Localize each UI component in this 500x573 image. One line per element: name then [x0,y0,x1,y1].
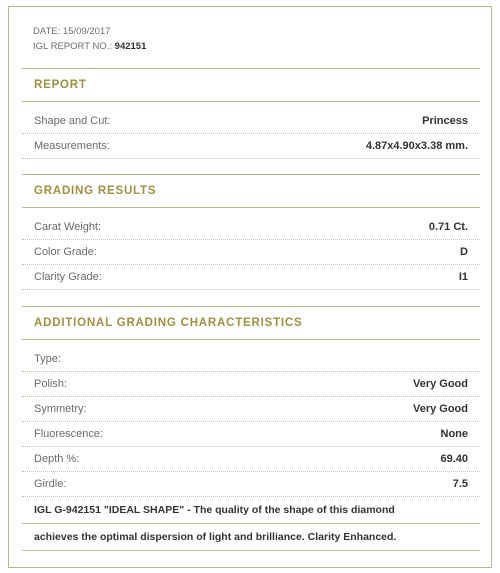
row-depth [22,447,480,472]
row-label: Carat Weight: [34,221,102,233]
row-value: D [460,246,468,258]
note-line-1 [22,497,480,524]
report-date: DATE: 15/09/2017 [33,26,111,37]
row-type [22,347,480,372]
row-measurements [22,134,480,159]
row-value: 7.5 [452,478,468,490]
row-value: Princess [422,115,468,127]
report-number-line [33,39,146,54]
row-label: Fluorescence: [34,428,104,440]
row-fluorescence [22,422,480,447]
row-label: Symmetry: [34,403,87,415]
report-number-label: IGL REPORT NO.: [33,41,115,52]
note-text: IGL G-942151 "IDEAL SHAPE" - The quality of the shape of this diamond [34,504,395,516]
row-symmetry [22,397,480,422]
report-card [8,6,492,568]
report-meta [33,24,146,54]
row-girdle [22,472,480,497]
section-title: ADDITIONAL GRADING CHARACTERISTICS [34,317,303,329]
section-additional-header [22,306,480,340]
row-label: Type: [34,353,61,365]
row-label: Girdle: [34,478,67,490]
report-number: 942151 [114,41,147,52]
row-label: Clarity Grade: [34,271,102,283]
row-label: Color Grade: [34,246,97,258]
row-clarity-grade [22,265,480,290]
row-label: Measurements: [34,140,110,152]
section-title: GRADING RESULTS [34,185,157,197]
row-value: Very Good [412,378,468,390]
row-label: Depth %: [34,453,80,465]
row-label: Polish: [34,378,68,390]
row-value: 69.40 [440,453,468,465]
section-grading-header [22,174,480,208]
note-text: achieves the optimal dispersion of light and brilliance. Clarity Enhanced. [34,531,397,543]
row-value: 0.71 Ct. [428,221,468,233]
row-value: Very Good [412,403,468,415]
row-value: None [440,428,468,440]
row-shape-cut [22,109,480,134]
row-color-grade [22,240,480,265]
section-title: REPORT [34,79,87,91]
row-carat-weight [22,215,480,240]
row-polish [22,372,480,397]
row-label: Shape and Cut: [34,115,111,127]
row-value: 4.87x4.90x3.38 mm. [365,140,468,152]
row-value: I1 [458,271,468,283]
section-report-header [22,68,480,102]
note-line-2 [22,524,480,551]
